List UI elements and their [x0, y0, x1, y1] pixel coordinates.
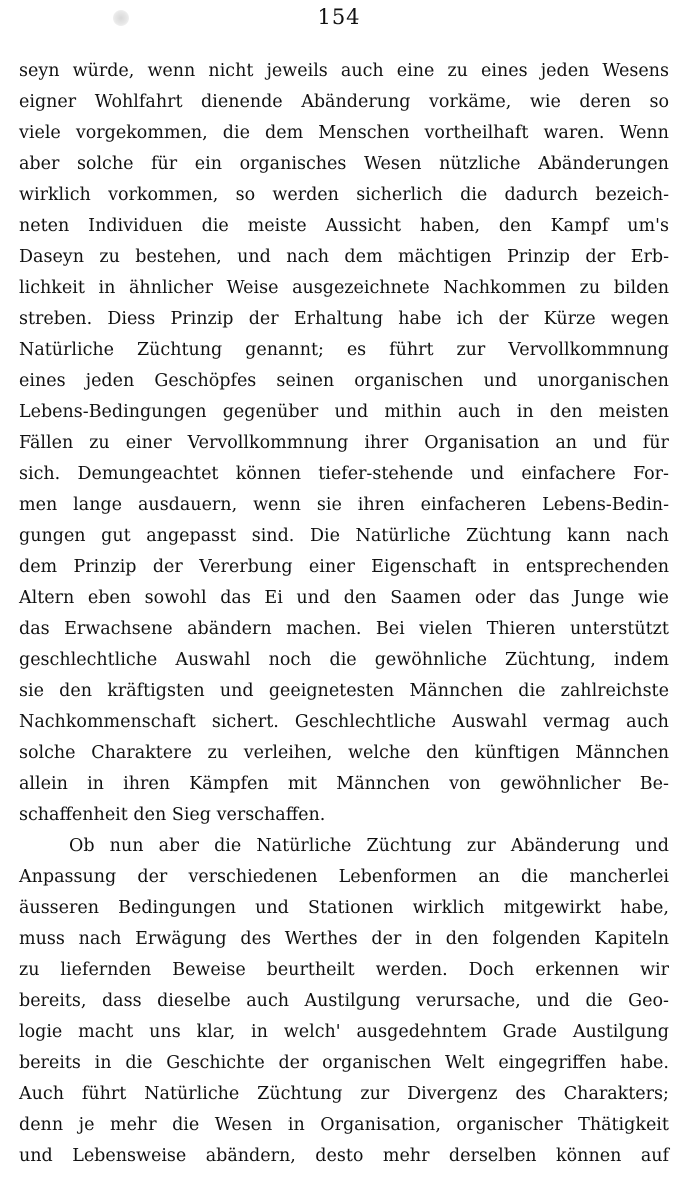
text-line: allein in ihren Kämpfen mit Männchen von gewöhnlicher Be- [19, 774, 669, 794]
text-line: solche Charaktere zu verleihen, welche den künftigen Männchen [19, 743, 669, 763]
text-line: seyn würde, wenn nicht jeweils auch eine zu eines jeden Wesens [19, 61, 669, 81]
text-line: eines jeden Geschöpfes seinen organischen und unorganischen [19, 371, 669, 391]
text-line: dem Prinzip der Vererbung einer Eigenschaft in entsprechenden [19, 557, 669, 577]
text-line: viele vorgekommen, die dem Menschen vortheilhaft waren. Wenn [19, 123, 669, 143]
text-line: bereits, dass dieselbe auch Austilgung verursache, und die Geo- [19, 991, 669, 1011]
text-line: Daseyn zu bestehen, und nach dem mächtigen Prinzip der Erb- [19, 247, 669, 267]
text-line: schaffenheit den Sieg verschaffen. [19, 805, 326, 825]
text-line: Ob nun aber die Natürliche Züchtung zur Abänderung und [69, 836, 669, 856]
text-line: denn je mehr die Wesen in Organisation, organischer Thätigkeit [19, 1115, 669, 1135]
text-line: neten Individuen die meiste Aussicht haben, den Kampf um's [19, 216, 669, 236]
text-line: Nachkommenschaft sichert. Geschlechtliche Auswahl vermag auch [19, 712, 669, 732]
text-line: Fällen zu einer Vervollkommnung ihrer Organisation an und für [19, 433, 669, 453]
text-line: gungen gut angepasst sind. Die Natürliche Züchtung kann nach [19, 526, 669, 546]
page-number: 154 [317, 5, 361, 29]
text-line: Lebens-Bedingungen gegenüber und mithin auch in den meisten [19, 402, 669, 422]
text-line: geschlechtliche Auswahl noch die gewöhnliche Züchtung, indem [19, 650, 669, 670]
text-line: sie den kräftigsten und geeignetesten Männchen die zahlreichste [19, 681, 669, 701]
text-line: lichkeit in ähnlicher Weise ausgezeichnete Nachkommen zu bilden [19, 278, 669, 298]
text-line: sich. Demungeachtet können tiefer-stehende und einfachere For- [19, 464, 669, 484]
text-line: muss nach Erwägung des Werthes der in den folgenden Kapiteln [19, 929, 669, 949]
text-line: äusseren Bedingungen und Stationen wirklich mitgewirkt habe, [19, 898, 669, 918]
text-line: und Lebensweise abändern, desto mehr derselben können auf [19, 1146, 669, 1166]
text-line: streben. Diess Prinzip der Erhaltung habe ich der Kürze wegen [19, 309, 669, 329]
text-line: Anpassung der verschiedenen Lebenformen an die mancherlei [19, 867, 669, 887]
text-line: Altern eben sowohl das Ei und den Saamen oder das Junge wie [19, 588, 669, 608]
text-line: zu liefernden Beweise beurtheilt werden. Doch erkennen wir [19, 960, 669, 980]
text-line: Natürliche Züchtung genannt; es führt zur Vervollkommnung [19, 340, 669, 360]
text-line: aber solche für ein organisches Wesen nützliche Abänderungen [19, 154, 669, 174]
text-line: logie macht uns klar, in welch' ausgedehntem Grade Austilgung [19, 1022, 669, 1042]
body-text [19, 56, 669, 1172]
text-line: eigner Wohlfahrt dienende Abänderung vorkäme, wie deren so [19, 92, 669, 112]
text-line: bereits in die Geschichte der organischen Welt eingegriffen habe. [19, 1053, 669, 1073]
text-line: das Erwachsene abändern machen. Bei vielen Thieren unterstützt [19, 619, 669, 639]
text-line: Auch führt Natürliche Züchtung zur Divergenz des Charakters; [19, 1084, 669, 1104]
text-line: wirklich vorkommen, so werden sicherlich die dadurch bezeich- [19, 185, 669, 205]
text-line: men lange ausdauern, wenn sie ihren einfacheren Lebens-Bedin- [19, 495, 669, 515]
